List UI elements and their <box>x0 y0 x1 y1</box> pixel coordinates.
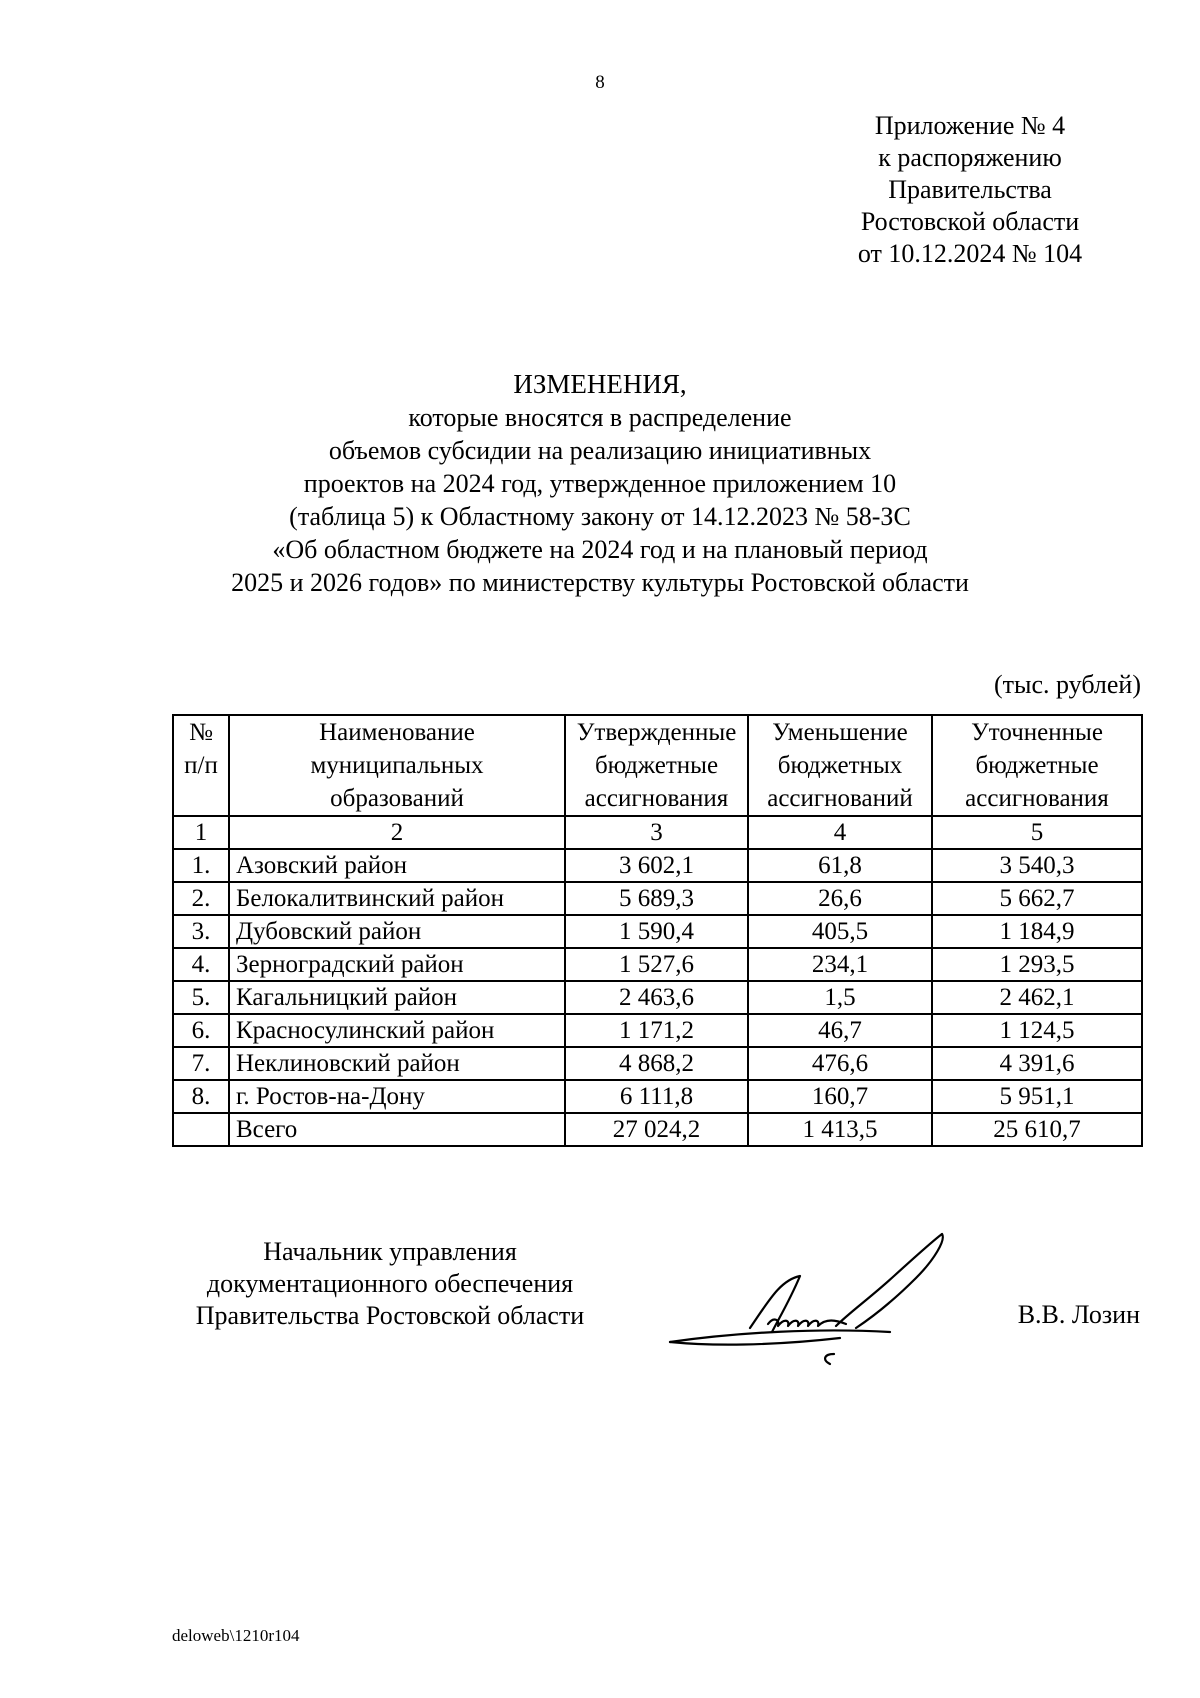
heading-line: 2025 и 2026 годов» по министерству культуры Ростовской области <box>231 568 969 597</box>
header-number: № п/п <box>173 715 229 816</box>
total-label: Всего <box>229 1113 565 1146</box>
approved-value: 3 602,1 <box>565 849 748 882</box>
revised-value: 2 462,1 <box>932 981 1142 1014</box>
header-revised: Уточненные бюджетные ассигнования <box>932 715 1142 816</box>
row-number: 1. <box>173 849 229 882</box>
heading-line: проектов на 2024 год, утвержденное приложением 10 <box>303 469 897 498</box>
units-label: (тыс. рублей) <box>993 670 1141 699</box>
column-number: 2 <box>229 816 565 849</box>
total-empty-cell <box>173 1113 229 1146</box>
header-approved: Утвержденные бюджетные ассигнования <box>565 715 748 816</box>
decrease-value: 26,6 <box>748 882 932 915</box>
revised-value: 1 293,5 <box>932 948 1142 981</box>
signatory-line: Начальник управления <box>263 1237 517 1266</box>
document-title: ИЗМЕНЕНИЯ, <box>513 369 687 399</box>
municipality-name: Неклиновский район <box>229 1047 565 1080</box>
header-decrease: Уменьшение бюджетных ассигнований <box>748 715 932 816</box>
column-number: 4 <box>748 816 932 849</box>
table-row <box>173 1047 1142 1080</box>
column-number: 1 <box>173 816 229 849</box>
row-number: 5. <box>173 981 229 1014</box>
appendix-line: Ростовской области <box>860 207 1080 236</box>
total-row <box>173 1113 1142 1146</box>
budget-table <box>172 714 1143 1147</box>
document-heading <box>210 368 990 599</box>
approved-value: 5 689,3 <box>565 882 748 915</box>
municipality-name: Азовский район <box>229 849 565 882</box>
column-number-row <box>173 816 1142 849</box>
signatory-line: Правительства Ростовской области <box>195 1301 585 1330</box>
municipality-name: Дубовский район <box>229 915 565 948</box>
page-number: 8 <box>595 72 605 93</box>
column-number: 5 <box>932 816 1142 849</box>
total-decrease: 1 413,5 <box>748 1113 932 1146</box>
table-row <box>173 948 1142 981</box>
decrease-value: 46,7 <box>748 1014 932 1047</box>
table-row <box>173 915 1142 948</box>
row-number: 6. <box>173 1014 229 1047</box>
total-revised: 25 610,7 <box>932 1113 1142 1146</box>
total-approved: 27 024,2 <box>565 1113 748 1146</box>
approved-value: 6 111,8 <box>565 1080 748 1113</box>
table-row <box>173 882 1142 915</box>
decrease-value: 160,7 <box>748 1080 932 1113</box>
header-municipality: Наименование муниципальных образований <box>229 715 565 816</box>
approved-value: 2 463,6 <box>565 981 748 1014</box>
handwritten-signature <box>650 1220 970 1380</box>
heading-line: «Об областном бюджете на 2024 год и на плановый период <box>272 535 928 564</box>
heading-line: объемов субсидии на реализацию инициативных <box>328 436 872 465</box>
table-row <box>173 849 1142 882</box>
signatory-line: документационного обеспечения <box>206 1269 574 1298</box>
appendix-line: от 10.12.2024 № 104 <box>857 239 1083 268</box>
decrease-value: 476,6 <box>748 1047 932 1080</box>
table-row <box>173 1014 1142 1047</box>
decrease-value: 405,5 <box>748 915 932 948</box>
signer-name: В.В. Лозин <box>1017 1300 1140 1329</box>
table-header-row <box>173 715 1142 816</box>
row-number: 4. <box>173 948 229 981</box>
approved-value: 4 868,2 <box>565 1047 748 1080</box>
heading-line: (таблица 5) к Областному закону от 14.12.2023 № 58-ЗС <box>289 502 911 531</box>
revised-value: 5 662,7 <box>932 882 1142 915</box>
revised-value: 1 124,5 <box>932 1014 1142 1047</box>
heading-line: которые вносятся в распределение <box>408 403 792 432</box>
appendix-line: Приложение № 4 <box>874 111 1066 140</box>
footer-code: deloweb\1210r104 <box>172 1626 300 1645</box>
decrease-value: 61,8 <box>748 849 932 882</box>
decrease-value: 1,5 <box>748 981 932 1014</box>
revised-value: 3 540,3 <box>932 849 1142 882</box>
signatory-title <box>170 1236 610 1332</box>
decrease-value: 234,1 <box>748 948 932 981</box>
row-number: 7. <box>173 1047 229 1080</box>
municipality-name: Кагальницкий район <box>229 981 565 1014</box>
table-row <box>173 981 1142 1014</box>
appendix-line: Правительства <box>888 175 1052 204</box>
column-number: 3 <box>565 816 748 849</box>
row-number: 2. <box>173 882 229 915</box>
approved-value: 1 171,2 <box>565 1014 748 1047</box>
approved-value: 1 527,6 <box>565 948 748 981</box>
revised-value: 5 951,1 <box>932 1080 1142 1113</box>
table-row <box>173 1080 1142 1113</box>
municipality-name: г. Ростов-на-Дону <box>229 1080 565 1113</box>
appendix-header <box>800 110 1140 270</box>
revised-value: 4 391,6 <box>932 1047 1142 1080</box>
approved-value: 1 590,4 <box>565 915 748 948</box>
row-number: 8. <box>173 1080 229 1113</box>
municipality-name: Зерноградский район <box>229 948 565 981</box>
municipality-name: Белокалитвинский район <box>229 882 565 915</box>
appendix-line: к распоряжению <box>878 143 1062 172</box>
row-number: 3. <box>173 915 229 948</box>
revised-value: 1 184,9 <box>932 915 1142 948</box>
municipality-name: Красносулинский район <box>229 1014 565 1047</box>
